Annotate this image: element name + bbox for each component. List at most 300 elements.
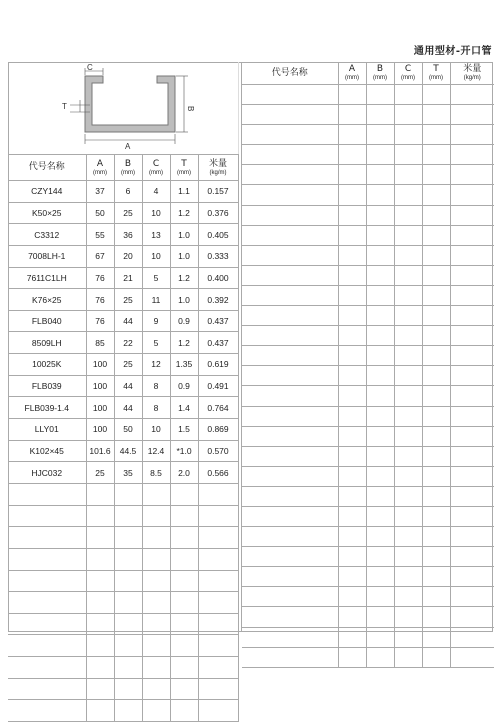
table-cell [422,607,450,627]
table-cell [450,105,494,125]
profile-diagram [8,62,238,155]
table-cell [170,483,198,505]
empty-table-row [8,505,238,527]
table-cell [170,700,198,722]
table-cell: 0.392 [198,289,238,311]
column-header-label: 米量 [208,158,227,169]
table-cell [422,366,450,386]
table-cell [422,627,450,647]
column-header-unit: (mm) [345,75,359,81]
table-cell [242,587,338,607]
table-cell [422,145,450,165]
column-header-label: 代号名称 [271,67,308,78]
table-cell [366,466,394,486]
table-cell [142,657,170,679]
table-row [8,375,238,397]
table-cell [142,527,170,549]
table-cell [198,548,238,570]
table-cell [366,85,394,105]
table-cell [450,165,494,185]
table-cell [114,613,142,635]
table-cell: 25 [114,289,142,311]
table-cell: 22 [114,332,142,354]
table-cell: 0.157 [198,181,238,203]
table-cell: 1.35 [170,354,198,376]
table-cell [422,547,450,567]
table-cell [338,446,366,466]
table-cell [422,245,450,265]
table-cell [366,366,394,386]
table-cell: 0.9 [170,375,198,397]
table-cell: *1.0 [170,440,198,462]
table-cell: 0.491 [198,375,238,397]
table-cell [394,486,422,506]
table-cell [450,426,494,446]
table-cell [338,85,366,105]
table-cell [198,527,238,549]
table-cell [242,506,338,526]
table-cell: K102×45 [8,440,86,462]
table-cell: 10 [142,202,170,224]
table-cell [198,657,238,679]
table-cell [366,346,394,366]
table-cell [8,700,86,722]
table-cell: 20 [114,245,142,267]
table-cell: 0.869 [198,419,238,441]
column-header-unit: (mm) [177,169,191,176]
table-cell [338,205,366,225]
table-cell [86,635,114,657]
table-cell [86,657,114,679]
table-cell [450,205,494,225]
table-cell [450,506,494,526]
table-cell [338,366,366,386]
table-cell [366,326,394,346]
table-cell [394,466,422,486]
table-cell: 44.5 [114,440,142,462]
table-cell [338,285,366,305]
empty-table-row [242,506,494,526]
table-cell [366,506,394,526]
table-cell: 0.333 [198,245,238,267]
table-row [8,397,238,419]
table-cell: 11 [142,289,170,311]
empty-table-row [242,587,494,607]
table-cell [366,446,394,466]
table-cell [114,700,142,722]
table-cell [242,265,338,285]
table-cell: 13 [142,224,170,246]
table-cell [450,326,494,346]
table-cell [394,647,422,667]
table-cell [450,386,494,406]
table-cell [422,587,450,607]
empty-table-row [242,245,494,265]
empty-table-row [242,366,494,386]
table-cell [450,446,494,466]
page-title: 通用型材-开口管 [413,46,492,57]
table-cell [338,547,366,567]
table-cell [338,587,366,607]
table-cell [366,486,394,506]
table-cell [338,406,366,426]
table-cell [422,265,450,285]
table-cell: 0.570 [198,440,238,462]
empty-table-row [242,285,494,305]
table-cell [242,386,338,406]
table-cell: 1.1 [170,181,198,203]
table-cell [338,105,366,125]
table-cell [86,548,114,570]
table-cell [450,366,494,386]
column-header-label: A [348,64,356,74]
table-cell [450,85,494,105]
table-cell [394,607,422,627]
table-cell [394,506,422,526]
column-header-label: C [152,158,160,169]
table-cell [142,700,170,722]
table-cell [366,386,394,406]
table-cell [422,346,450,366]
table-cell [114,678,142,700]
table-cell [8,505,86,527]
table-cell: 0.400 [198,267,238,289]
empty-table-row [8,635,238,657]
column-header [142,155,170,181]
table-cell [198,613,238,635]
table-cell [242,306,338,326]
table-cell [170,527,198,549]
table-cell [394,145,422,165]
table-cell: 7611C1LH [8,267,86,289]
table-cell [86,483,114,505]
table-cell [8,678,86,700]
empty-table-row [242,607,494,627]
table-cell [242,145,338,165]
table-cell [450,125,494,145]
empty-table-row [242,125,494,145]
empty-table-row [8,592,238,614]
table-row [8,354,238,376]
empty-table-row [242,567,494,587]
table-cell [450,306,494,326]
dim-b-label: B [186,106,195,112]
table-cell [8,527,86,549]
table-cell [338,567,366,587]
table-cell [338,466,366,486]
table-cell: 0.619 [198,354,238,376]
table-cell [242,205,338,225]
table-cell [114,548,142,570]
table-cell [338,527,366,547]
table-cell [114,505,142,527]
table-cell [86,613,114,635]
table-cell [242,647,338,667]
table-cell [366,145,394,165]
column-header-unit: (kg/m) [463,75,481,81]
table-cell: FLB039 [8,375,86,397]
table-cell [394,587,422,607]
table-cell [422,386,450,406]
column-header-unit: (mm) [373,75,387,81]
table-cell [422,285,450,305]
empty-table-row [8,613,238,635]
table-cell: 44 [114,397,142,419]
table-cell: 1.2 [170,332,198,354]
empty-table-row [242,346,494,366]
empty-table-row [242,185,494,205]
table-cell [394,406,422,426]
table-cell [8,570,86,592]
table-cell: 36 [114,224,142,246]
table-cell [366,205,394,225]
table-cell [422,185,450,205]
table-cell [242,185,338,205]
table-cell: 4 [142,181,170,203]
empty-table-row [242,426,494,446]
c-channel-profile-drawing [8,62,238,155]
table-cell [86,592,114,614]
table-cell: 1.0 [170,289,198,311]
table-cell [8,613,86,635]
table-cell: 8.5 [142,462,170,484]
table-cell [242,225,338,245]
table-cell: 101.6 [86,440,114,462]
table-cell: 12.4 [142,440,170,462]
table-cell [450,587,494,607]
table-cell [8,483,86,505]
table-cell [242,105,338,125]
table-cell [394,165,422,185]
table-cell [366,265,394,285]
table-cell [366,647,394,667]
table-cell [142,678,170,700]
table-cell [366,587,394,607]
table-cell [366,285,394,305]
column-header [242,62,338,85]
table-cell [170,678,198,700]
table-cell [170,635,198,657]
column-header [338,62,366,85]
column-header [86,155,114,181]
column-header-label: T [181,158,187,169]
table-cell [450,607,494,627]
column-header [8,155,86,181]
column-header-label: 米量 [463,64,482,74]
column-header-unit: (mm) [93,169,107,176]
table-cell [142,570,170,592]
table-cell [114,592,142,614]
table-cell: 2.0 [170,462,198,484]
table-cell: 44 [114,310,142,332]
table-cell [422,85,450,105]
table-cell [198,570,238,592]
empty-table-row [8,548,238,570]
table-cell [366,426,394,446]
table-cell [170,592,198,614]
column-header-label: B [124,158,132,169]
table-cell [338,326,366,346]
column-header [198,155,238,181]
table-cell: 100 [86,419,114,441]
column-header-label: T [433,64,439,74]
table-cell [242,245,338,265]
table-cell [450,547,494,567]
table-cell [450,346,494,366]
table-cell: K76×25 [8,289,86,311]
left-spec-table [8,154,239,722]
column-header [422,62,450,85]
table-cell: 100 [86,375,114,397]
table-cell [338,265,366,285]
table-cell: CZY144 [8,181,86,203]
table-cell: 10025K [8,354,86,376]
table-cell: 1.2 [170,202,198,224]
table-cell [114,483,142,505]
empty-table-row [242,486,494,506]
table-cell [338,225,366,245]
table-cell [422,647,450,667]
dim-c-label: C [87,63,93,72]
table-cell: FLB040 [8,310,86,332]
dim-t-label: T [62,102,67,111]
table-cell [338,245,366,265]
table-cell [366,406,394,426]
table-cell: 5 [142,267,170,289]
table-row [8,289,238,311]
table-cell: 0.405 [198,224,238,246]
c-channel-shape [85,76,175,132]
table-cell [450,527,494,547]
table-cell [366,607,394,627]
table-cell [422,105,450,125]
empty-table-row [242,225,494,245]
column-header [450,62,494,85]
table-cell [366,105,394,125]
table-cell: 21 [114,267,142,289]
table-cell: 12 [142,354,170,376]
table-cell [142,613,170,635]
table-cell [242,547,338,567]
table-cell: 25 [86,462,114,484]
table-cell [450,265,494,285]
table-cell [394,85,422,105]
table-cell: 7008LH-1 [8,245,86,267]
table-cell [242,285,338,305]
table-cell [366,165,394,185]
table-cell [86,505,114,527]
empty-table-row [242,326,494,346]
empty-table-row [8,527,238,549]
empty-table-row [242,627,494,647]
table-cell: 1.0 [170,224,198,246]
table-cell [394,446,422,466]
table-row [8,245,238,267]
table-cell [366,225,394,245]
table-cell [86,527,114,549]
table-cell: 1.4 [170,397,198,419]
table-cell [366,627,394,647]
table-cell [366,527,394,547]
table-cell [394,346,422,366]
table-cell [338,346,366,366]
table-cell [394,326,422,346]
table-cell: 5 [142,332,170,354]
table-cell: 25 [114,354,142,376]
table-row [8,202,238,224]
table-cell: C3312 [8,224,86,246]
table-cell: 0.9 [170,310,198,332]
table-cell [170,548,198,570]
table-cell: 44 [114,375,142,397]
empty-table-row [242,145,494,165]
column-header-unit: (kg/m) [209,169,227,176]
table-cell [242,125,338,145]
table-cell [142,548,170,570]
table-cell [86,678,114,700]
table-cell [394,366,422,386]
table-cell [8,592,86,614]
table-cell [450,406,494,426]
table-cell: 0.376 [198,202,238,224]
table-cell [338,506,366,526]
table-cell [394,105,422,125]
table-cell [450,486,494,506]
table-cell [394,225,422,245]
table-cell [422,486,450,506]
table-cell [242,165,338,185]
column-header-label: A [96,158,104,169]
table-cell [242,406,338,426]
table-cell [86,700,114,722]
table-cell: 0.566 [198,462,238,484]
table-cell: 100 [86,397,114,419]
table-cell [338,306,366,326]
table-cell [422,326,450,346]
table-cell [450,285,494,305]
table-cell [338,647,366,667]
table-cell [394,285,422,305]
empty-table-row [8,657,238,679]
table-row [8,267,238,289]
table-row [8,419,238,441]
table-cell [366,185,394,205]
table-cell [450,647,494,667]
table-cell: 1.2 [170,267,198,289]
column-header-label: B [376,64,384,74]
empty-table-row [242,547,494,567]
empty-table-row [242,265,494,285]
table-row [8,332,238,354]
table-cell [366,547,394,567]
table-header-row [242,62,494,85]
table-cell [422,446,450,466]
column-header-unit: (mm) [429,75,443,81]
table-cell [422,567,450,587]
empty-table-row [242,105,494,125]
table-cell [8,657,86,679]
table-cell: 8509LH [8,332,86,354]
empty-table-row [8,570,238,592]
table-cell [394,245,422,265]
table-cell [242,567,338,587]
table-cell [142,505,170,527]
table-cell: 50 [114,419,142,441]
table-cell [242,607,338,627]
table-cell [242,446,338,466]
column-header [366,62,394,85]
empty-table-row [8,483,238,505]
